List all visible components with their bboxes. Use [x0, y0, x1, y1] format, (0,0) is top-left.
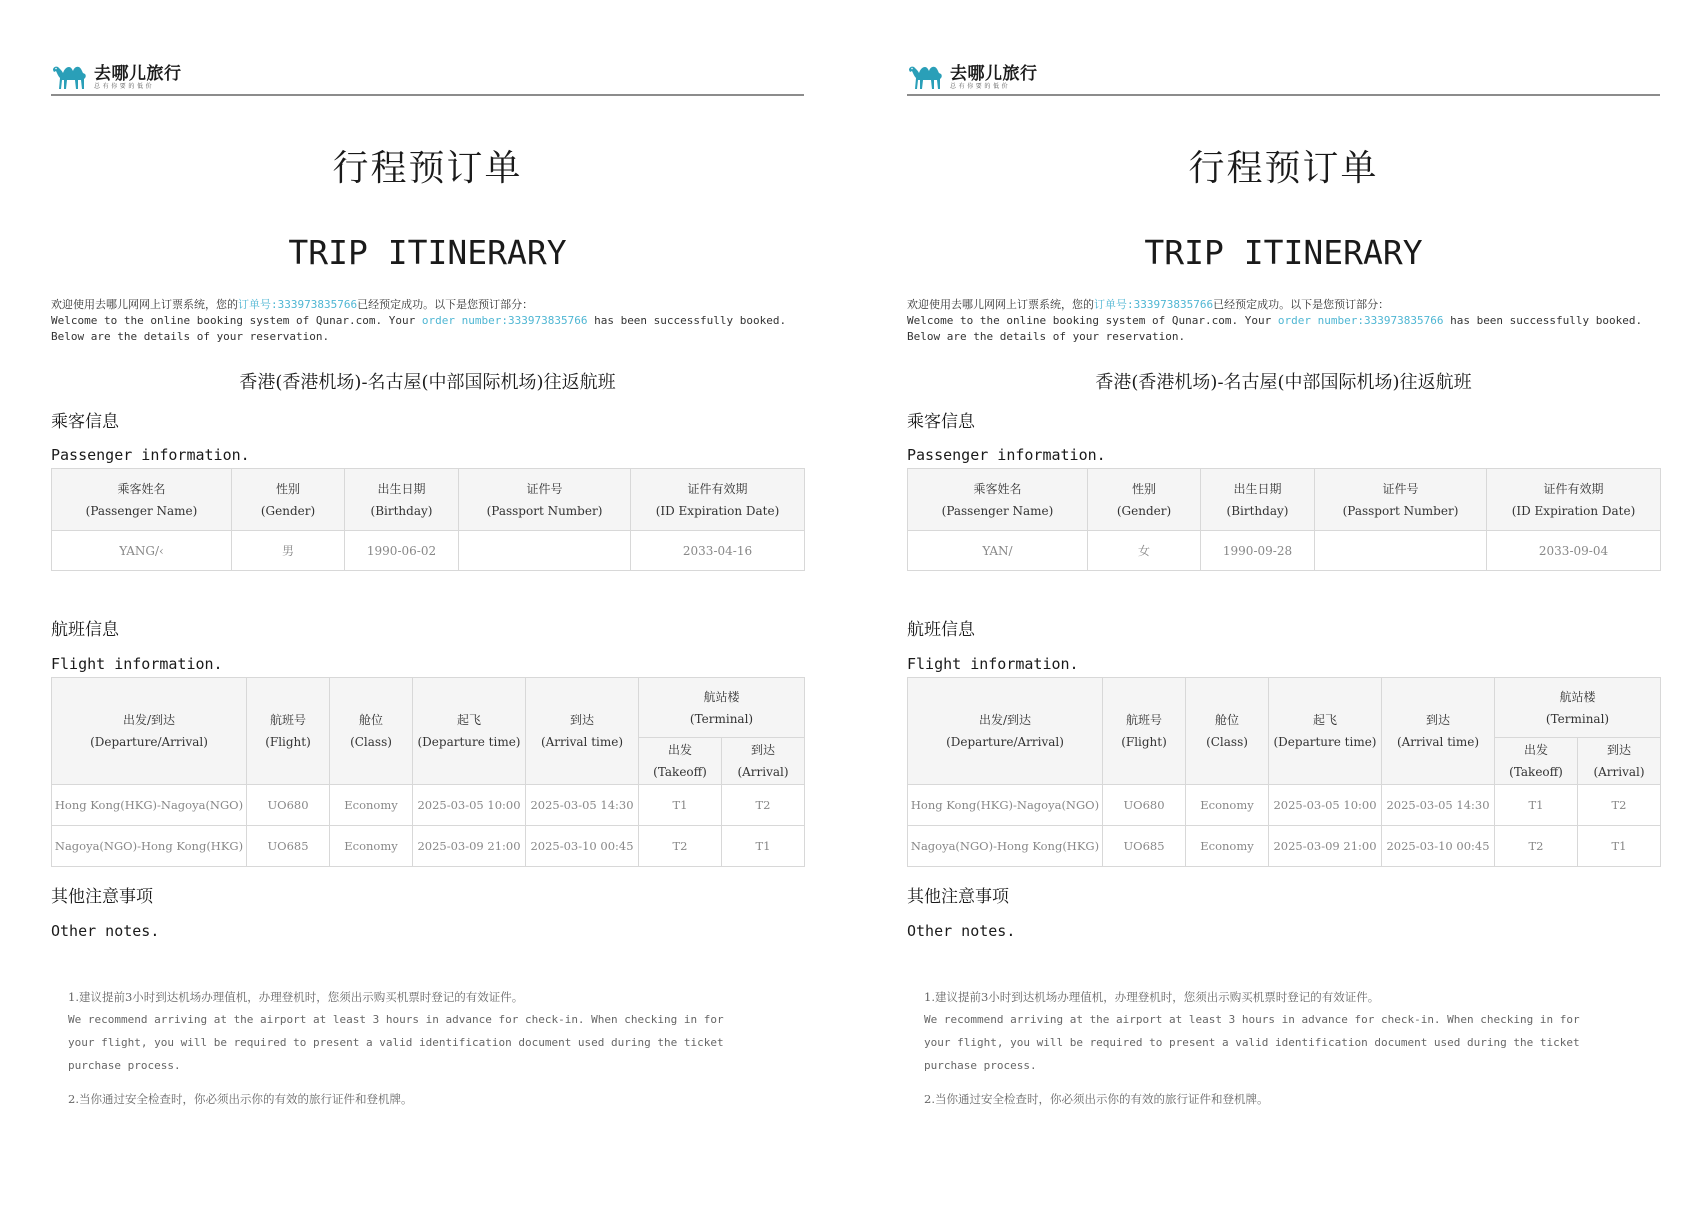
- header-en: (ID Expiration Date): [655, 503, 780, 518]
- flight-terminal-takeoff: T2: [1495, 826, 1578, 867]
- title-en: TRIP ITINERARY: [1144, 233, 1423, 272]
- flight-table: [907, 677, 1661, 867]
- passenger-header-birthday: [1201, 469, 1315, 531]
- intro-text: [907, 297, 1660, 345]
- brand-name: 去哪儿旅行: [950, 64, 1038, 84]
- flight-section-title-cn: 航班信息: [51, 620, 119, 640]
- header-cn: 起飞: [1312, 713, 1337, 727]
- flight-arrival-time: 2025-03-10 00:45: [526, 826, 639, 867]
- flight-class: Economy: [1186, 785, 1269, 826]
- flight-row: [52, 785, 805, 826]
- header-en: (Takeoff): [1509, 765, 1563, 779]
- flight-departure-time: 2025-03-09 21:00: [413, 826, 526, 867]
- header-en: (Arrival): [737, 765, 789, 779]
- passenger-header-gender: [1088, 469, 1201, 531]
- flight-header-departure: [413, 678, 526, 785]
- passenger-name: YAN/: [908, 531, 1088, 571]
- passenger-header-row: [908, 469, 1661, 531]
- note-1-cn: 1.建议提前3小时到达机场办理值机，办理登机时，您须出示购买机票时登记的有效证件。: [68, 990, 524, 1004]
- brand-logo: [51, 60, 804, 92]
- flight-header-flight: [1103, 678, 1186, 785]
- camel-logo-icon: [51, 58, 91, 90]
- intro-cn-after: 已经预定成功。以下是您预订部分：: [1213, 298, 1390, 311]
- header-en: (Gender): [260, 503, 316, 518]
- header-cn: 出发: [667, 743, 692, 757]
- header-cn: 乘客姓名: [117, 481, 166, 496]
- notes-section-title-en: Other notes.: [51, 922, 160, 940]
- note-item: [68, 986, 751, 1077]
- passenger-header-birthday: [345, 469, 459, 531]
- flight-terminal-takeoff: T2: [639, 826, 722, 867]
- passenger-passport: [1315, 531, 1487, 571]
- header-cn: 舱位: [358, 713, 383, 727]
- header-cn: 证件号: [1382, 481, 1419, 496]
- header-en: (Birthday): [1226, 503, 1289, 518]
- header-en: (Terminal): [689, 711, 754, 726]
- passenger-expiry: 2033-04-16: [631, 531, 805, 571]
- flight-header-class: [1186, 678, 1269, 785]
- flight-terminal-arrival: T1: [722, 826, 805, 867]
- header-cn: 到达: [569, 713, 594, 727]
- flight-header-terminal: [639, 678, 805, 738]
- header-cn: 出生日期: [377, 481, 426, 496]
- passenger-header-expiry: [1487, 469, 1661, 531]
- header-en: (Arrival): [1593, 765, 1645, 779]
- passenger-header-expiry: [631, 469, 805, 531]
- passenger-header-name: [908, 469, 1088, 531]
- order-number-cn: 订单号:333973835766: [1094, 298, 1214, 311]
- passenger-section-title-cn: 乘客信息: [907, 412, 975, 432]
- flight-header-arrival-terminal: [722, 738, 805, 785]
- intro-text: [51, 297, 804, 345]
- header-cn: 性别: [275, 481, 300, 496]
- flight-header-arrival: [526, 678, 639, 785]
- header-cn: 证件有效期: [687, 481, 748, 496]
- flight-section-title-en: Flight information.: [51, 655, 223, 673]
- note-2-cn: 2.当你通过安全检查时，你必须出示你的有效的旅行证件和登机牌。: [924, 1092, 1269, 1106]
- note-1-en: We recommend arriving at the airport at least 3 hours in advance for check-in. When checking in for your flight, you will be required to present a valid identification document used during the ticket purchase process.: [924, 1013, 1580, 1072]
- note-1-en: We recommend arriving at the airport at least 3 hours in advance for check-in. When checking in for your flight, you will be required to present a valid identification document used during the ticket purchase process.: [68, 1013, 724, 1072]
- brand-logo: [907, 60, 1660, 92]
- header-cn: 航班号: [269, 713, 306, 727]
- header-cn: 乘客姓名: [973, 481, 1022, 496]
- intro-en-line2: Below are the details of your reservation.: [907, 330, 1186, 343]
- passenger-passport: [459, 531, 631, 571]
- order-number-en: order number:333973835766: [421, 314, 588, 327]
- flight-header-arrival-terminal: [1578, 738, 1661, 785]
- header-rule: [51, 94, 804, 96]
- header-en: (Class): [350, 735, 392, 749]
- passenger-header-passport: [459, 469, 631, 531]
- note-item: [924, 1088, 1607, 1110]
- passenger-header-name: [52, 469, 232, 531]
- header-cn: 航站楼: [1559, 689, 1596, 704]
- flight-header-departure: [1269, 678, 1382, 785]
- header-cn: 到达: [1425, 713, 1450, 727]
- intro-en-after: has been successfully booked.: [587, 314, 787, 327]
- flight-header-takeoff: [1495, 738, 1578, 785]
- flight-terminal-arrival: T2: [1578, 785, 1661, 826]
- passenger-table: [907, 468, 1661, 571]
- passenger-birthday: 1990-06-02: [345, 531, 459, 571]
- flight-section-title-cn: 航班信息: [907, 620, 975, 640]
- header-en: (Departure time): [417, 735, 521, 749]
- flight-number: UO680: [1103, 785, 1186, 826]
- flight-arrival-time: 2025-03-05 14:30: [1382, 785, 1495, 826]
- flight-terminal-takeoff: T1: [639, 785, 722, 826]
- title-cn: 行程预订单: [1188, 148, 1379, 189]
- flight-route: Nagoya(NGO)-Hong Kong(HKG): [52, 826, 247, 867]
- flight-route: Hong Kong(HKG)-Nagoya(NGO): [908, 785, 1103, 826]
- title-cn: 行程预订单: [332, 148, 523, 189]
- notes-section-title-en: Other notes.: [907, 922, 1016, 940]
- flight-terminal-arrival: T1: [1578, 826, 1661, 867]
- header-cn: 出发: [1523, 743, 1548, 757]
- header-cn: 性别: [1131, 481, 1156, 496]
- intro-en-before: Welcome to the online booking system of Qunar.com. Your: [907, 314, 1278, 327]
- passenger-gender: 男: [232, 531, 345, 571]
- passenger-header-gender: [232, 469, 345, 531]
- brand-name: 去哪儿旅行: [94, 64, 182, 84]
- title-en: TRIP ITINERARY: [288, 233, 567, 272]
- intro-cn-before: 欢迎使用去哪儿网网上订票系统，您的: [907, 298, 1094, 311]
- header-en: (Passenger Name): [85, 503, 198, 518]
- header-cn: 到达: [750, 743, 775, 757]
- intro-en-line2: Below are the details of your reservation.: [51, 330, 330, 343]
- flight-number: UO680: [247, 785, 330, 826]
- flight-route: Hong Kong(HKG)-Nagoya(NGO): [52, 785, 247, 826]
- passenger-header-row: [52, 469, 805, 531]
- header-cn: 舱位: [1214, 713, 1239, 727]
- header-en: (Class): [1206, 735, 1248, 749]
- flight-header-route: [908, 678, 1103, 785]
- intro-cn-line: [907, 297, 1660, 313]
- flight-departure-time: 2025-03-09 21:00: [1269, 826, 1382, 867]
- header-en: (Passport Number): [1342, 503, 1459, 518]
- flight-class: Economy: [330, 785, 413, 826]
- header-en: (Birthday): [370, 503, 433, 518]
- intro-en-after: has been successfully booked.: [1443, 314, 1643, 327]
- flight-header-row: [908, 678, 1661, 738]
- flight-header-class: [330, 678, 413, 785]
- flight-departure-time: 2025-03-05 10:00: [413, 785, 526, 826]
- header-en: (Arrival time): [1396, 735, 1480, 749]
- header-en: (ID Expiration Date): [1511, 503, 1636, 518]
- header-cn: 出生日期: [1233, 481, 1282, 496]
- flight-class: Economy: [330, 826, 413, 867]
- flight-number: UO685: [1103, 826, 1186, 867]
- flight-departure-time: 2025-03-05 10:00: [1269, 785, 1382, 826]
- intro-cn-after: 已经预定成功。以下是您预订部分：: [357, 298, 534, 311]
- notes-section-title-cn: 其他注意事项: [51, 887, 153, 907]
- intro-en-line: [51, 313, 804, 329]
- passenger-row: [908, 531, 1661, 571]
- header-en: (Flight): [265, 735, 311, 749]
- flight-arrival-time: 2025-03-05 14:30: [526, 785, 639, 826]
- notes-section-title-cn: 其他注意事项: [907, 887, 1009, 907]
- header-cn: 起飞: [456, 713, 481, 727]
- brand-slogan: 总有你要的低价: [94, 83, 155, 90]
- itinerary-page-2: [852, 0, 1704, 1206]
- notes-list: [51, 986, 751, 1110]
- header-en: (Passenger Name): [941, 503, 1054, 518]
- note-item: [924, 986, 1607, 1077]
- note-1-cn: 1.建议提前3小时到达机场办理值机，办理登机时，您须出示购买机票时登记的有效证件。: [924, 990, 1380, 1004]
- flight-route: Nagoya(NGO)-Hong Kong(HKG): [908, 826, 1103, 867]
- route-title: 香港(香港机场)-名古屋(中部国际机场)往返航班: [1095, 372, 1472, 393]
- header-cn: 证件号: [526, 481, 563, 496]
- passenger-section-title-en: Passenger information.: [907, 446, 1106, 464]
- brand-slogan: 总有你要的低价: [950, 83, 1011, 90]
- intro-cn-before: 欢迎使用去哪儿网网上订票系统，您的: [51, 298, 238, 311]
- flight-row: [908, 826, 1661, 867]
- flight-header-arrival: [1382, 678, 1495, 785]
- header-en: (Passport Number): [486, 503, 603, 518]
- header-en: (Gender): [1116, 503, 1172, 518]
- flight-terminal-takeoff: T1: [1495, 785, 1578, 826]
- flight-table: [51, 677, 805, 867]
- header-en: (Departure time): [1273, 735, 1377, 749]
- notes-list: [907, 986, 1607, 1110]
- passenger-header-passport: [1315, 469, 1487, 531]
- flight-header-row: [52, 678, 805, 738]
- passenger-section-title-en: Passenger information.: [51, 446, 250, 464]
- passenger-expiry: 2033-09-04: [1487, 531, 1661, 571]
- route-title: 香港(香港机场)-名古屋(中部国际机场)往返航班: [239, 372, 616, 393]
- flight-header-terminal: [1495, 678, 1661, 738]
- camel-logo-icon: [907, 58, 947, 90]
- header-en: (Departure/Arrival): [946, 735, 1064, 749]
- intro-cn-line: [51, 297, 804, 313]
- intro-en-before: Welcome to the online booking system of Qunar.com. Your: [51, 314, 422, 327]
- flight-number: UO685: [247, 826, 330, 867]
- header-rule: [907, 94, 1660, 96]
- passenger-row: [52, 531, 805, 571]
- header-cn: 出发/到达: [978, 713, 1032, 727]
- header-cn: 航站楼: [703, 689, 740, 704]
- order-number-en: order number:333973835766: [1277, 314, 1444, 327]
- header-cn: 出发/到达: [122, 713, 176, 727]
- passenger-section-title-cn: 乘客信息: [51, 412, 119, 432]
- flight-row: [52, 826, 805, 867]
- header-en: (Terminal): [1545, 711, 1610, 726]
- passenger-gender: 女: [1088, 531, 1201, 571]
- flight-class: Economy: [1186, 826, 1269, 867]
- flight-arrival-time: 2025-03-10 00:45: [1382, 826, 1495, 867]
- header-en: (Departure/Arrival): [90, 735, 208, 749]
- note-2-cn: 2.当你通过安全检查时，你必须出示你的有效的旅行证件和登机牌。: [68, 1092, 413, 1106]
- flight-section-title-en: Flight information.: [907, 655, 1079, 673]
- note-item: [68, 1088, 751, 1110]
- header-en: (Arrival time): [540, 735, 624, 749]
- passenger-name: YANG/‹: [52, 531, 232, 571]
- header-en: (Flight): [1121, 735, 1167, 749]
- flight-header-flight: [247, 678, 330, 785]
- flight-row: [908, 785, 1661, 826]
- header-cn: 航班号: [1125, 713, 1162, 727]
- order-number-cn: 订单号:333973835766: [238, 298, 358, 311]
- header-en: (Takeoff): [653, 765, 707, 779]
- flight-terminal-arrival: T2: [722, 785, 805, 826]
- passenger-table: [51, 468, 805, 571]
- flight-header-route: [52, 678, 247, 785]
- intro-en-line: [907, 313, 1660, 329]
- flight-header-takeoff: [639, 738, 722, 785]
- header-cn: 到达: [1606, 743, 1631, 757]
- header-cn: 证件有效期: [1543, 481, 1604, 496]
- passenger-birthday: 1990-09-28: [1201, 531, 1315, 571]
